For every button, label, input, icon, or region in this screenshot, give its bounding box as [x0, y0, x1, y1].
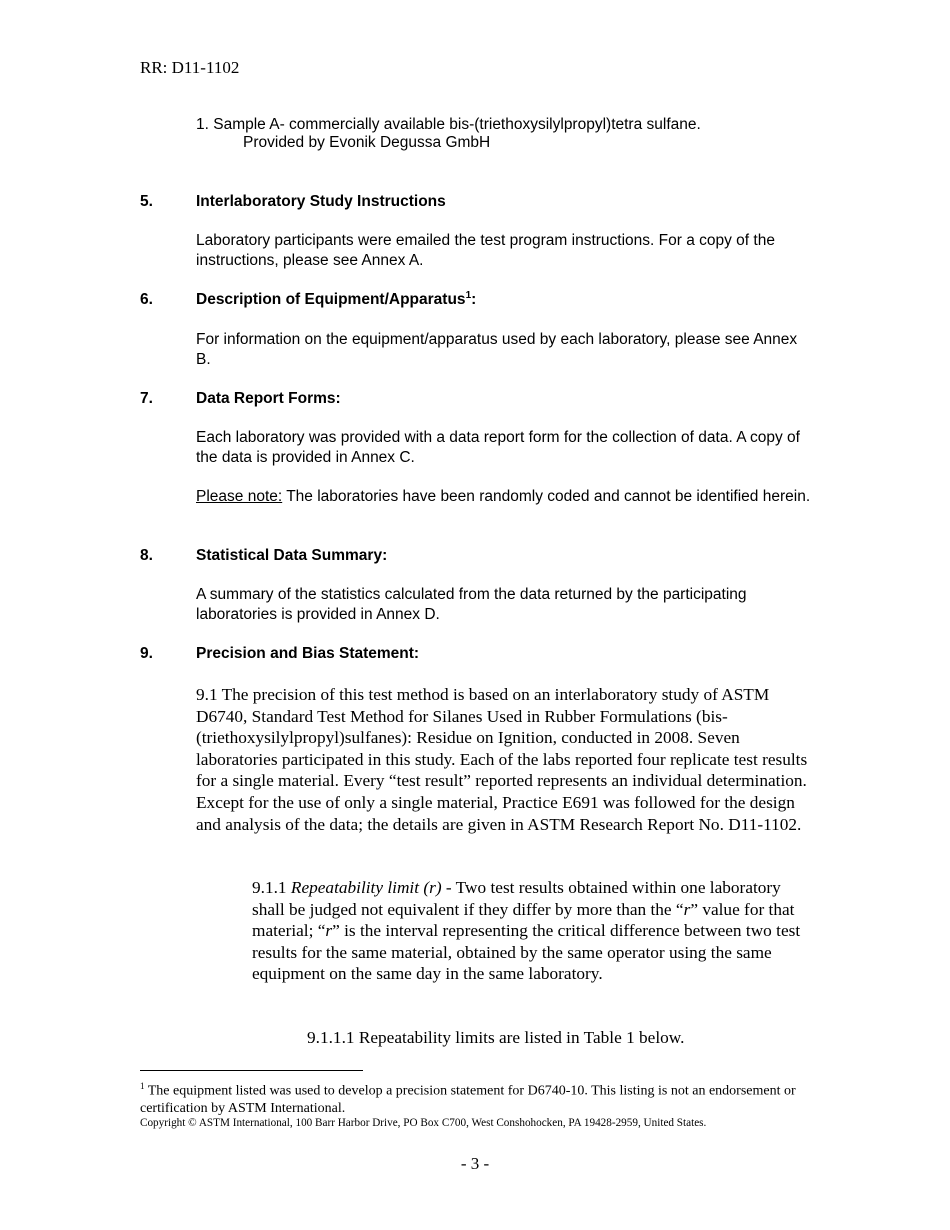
p911-term: Repeatability limit (r): [290, 878, 442, 897]
p911-r-symbol-1: r: [683, 899, 691, 919]
p911-number: 9.1.1: [252, 878, 291, 897]
p911-text-c: ” is the interval representing the critical difference between two test results for the same material, obtained by the same operator using the same equipment on the same day in the same laboratory.: [252, 921, 801, 984]
section-7-heading: Data Report Forms:: [196, 390, 341, 407]
section-5-number: 5.: [140, 193, 153, 210]
paragraph-9-1: 9.1 The precision of this test method is based on an interlaboratory study of ASTM D6740, Standard Test Method for Silanes Used in Rubber Formulations (bis-(triethoxysilylpropyl)sulfanes): Residue on Ignition, conducted in 2008. Seven laboratories participated in this study. Each of the labs reported four replicate test results for a single material. Every “test result” reported represents an individual determination. Except for the use of only a single material, Practice E691 was followed for the design and analysis of the data; the details are given in ASTM Research Report No. D11-1102.: [196, 685, 808, 834]
paragraph-9-1-1-1: 9.1.1.1 Repeatability limits are listed in Table 1 below.: [307, 1028, 685, 1047]
section-6-body: For information on the equipment/apparatus used by each laboratory, please see Annex B.: [196, 331, 798, 368]
section-6-number: 6.: [140, 291, 153, 308]
p911-r-symbol-2: r: [325, 921, 333, 941]
sample-line-1: 1. Sample A- commercially available bis-(triethoxysilylpropyl)tetra sulfane.: [196, 116, 701, 133]
section-8-heading: Statistical Data Summary:: [196, 547, 388, 564]
section-8-body: A summary of the statistics calculated from the data returned by the participating laboratories is provided in Annex D.: [196, 586, 747, 623]
section-5-heading: Interlaboratory Study Instructions: [196, 193, 446, 210]
section-9-number: 9.: [140, 645, 153, 662]
copyright-line: Copyright © ASTM International, 100 Barr Harbor Drive, PO Box C700, West Conshohocken, PA 19428-2959, United States.: [140, 1117, 707, 1129]
section-7-body: Each laboratory was provided with a data report form for the collection of data. A copy of the data is provided in Annex C.: [196, 429, 800, 466]
section-5-body: Laboratory participants were emailed the test program instructions. For a copy of the instructions, please see Annex A.: [196, 232, 775, 269]
section-6-heading-suffix: :: [471, 291, 477, 308]
footnote-separator: [140, 1070, 363, 1071]
section-6-heading-line: [196, 290, 476, 310]
section-9-heading: Precision and Bias Statement:: [196, 645, 420, 662]
paragraph-9-1-1: [252, 877, 804, 985]
footnote-mark: 1: [140, 1081, 145, 1091]
section-7-number: 7.: [140, 390, 153, 407]
footnote-ref-1[interactable]: 1: [465, 289, 472, 301]
note-body: The laboratories have been randomly coded and cannot be identified herein.: [282, 488, 811, 505]
footnote-1: [140, 1078, 820, 1117]
note-label: Please note:: [196, 488, 283, 505]
sample-line-2: Provided by Evonik Degussa GmbH: [243, 134, 491, 151]
footnote-text: The equipment listed was used to develop a precision statement for D6740-10. This listing is not an endorsement or certification by ASTM International.: [140, 1083, 796, 1116]
section-7-note: [196, 487, 816, 507]
page-number: - 3 -: [460, 1154, 490, 1173]
section-8-number: 8.: [140, 547, 153, 564]
p911-text-a: - Two test results obtained within one laboratory shall be judged not equivalent if they differ by more than the “: [252, 878, 781, 919]
section-6-heading: Description of Equipment/Apparatus: [196, 291, 466, 308]
report-id-header: RR: D11-1102: [140, 58, 240, 77]
p911-text-b: ” value for that material; “: [252, 899, 795, 941]
